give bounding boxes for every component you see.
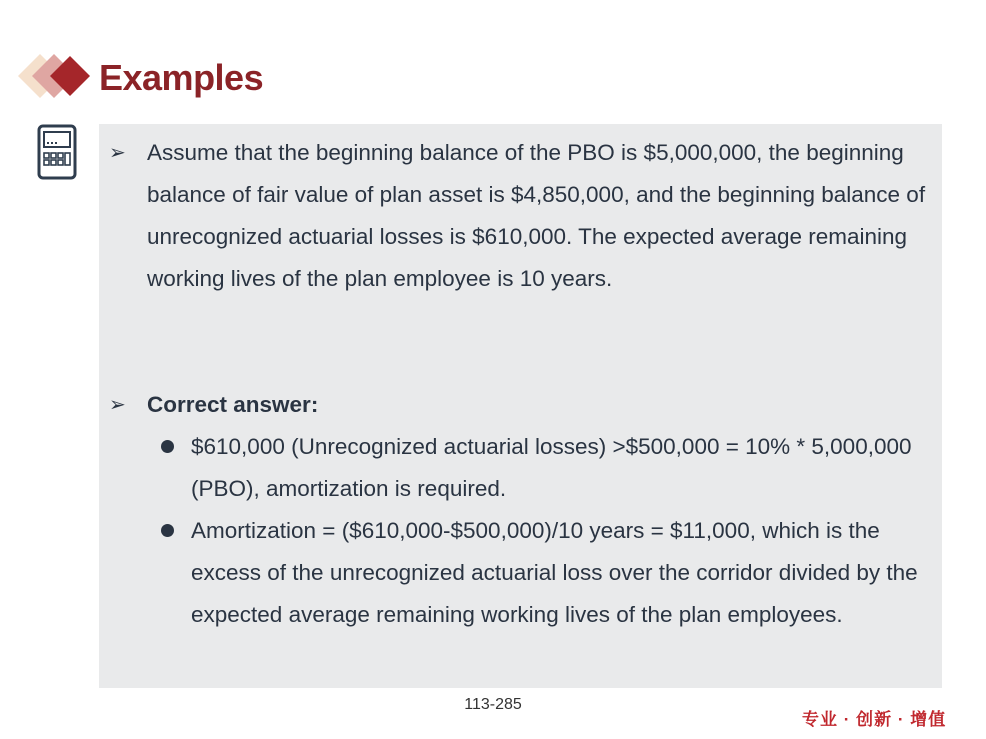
answer-heading: Correct answer: (147, 392, 319, 417)
content-panel (99, 124, 942, 688)
calculator-icon (37, 124, 77, 180)
footer-slogan: 专业 · 创新 · 增值 (802, 710, 947, 729)
intro-paragraph: Assume that the beginning balance of the PBO is $5,000,000, the beginning balance of fair value of plan asset is $4,850,000, and the beginning balance of unrecognized actuarial losses is $610,000. The expected average remaining working lives of the plan employee is 10 years. (147, 140, 926, 291)
dot-bullet-icon (161, 524, 174, 537)
page-title: Examples (99, 57, 264, 98)
page-number: 113-285 (464, 696, 522, 713)
answer-point-2: Amortization = ($610,000-$500,000)/10 years = $11,000, which is the excess of the unrecognized actuarial loss over the corridor divided by the expected average remaining working lives of the plan employees. (191, 518, 918, 627)
arrow-bullet-icon: ➢ (109, 394, 126, 416)
answer-point-1: $610,000 (Unrecognized actuarial losses) >$500,000 = 10% * 5,000,000 (PBO), amortization is required. (191, 434, 912, 501)
dot-bullet-icon (161, 440, 174, 453)
diamond-logo-icon (18, 52, 94, 102)
arrow-bullet-icon: ➢ (109, 142, 126, 164)
